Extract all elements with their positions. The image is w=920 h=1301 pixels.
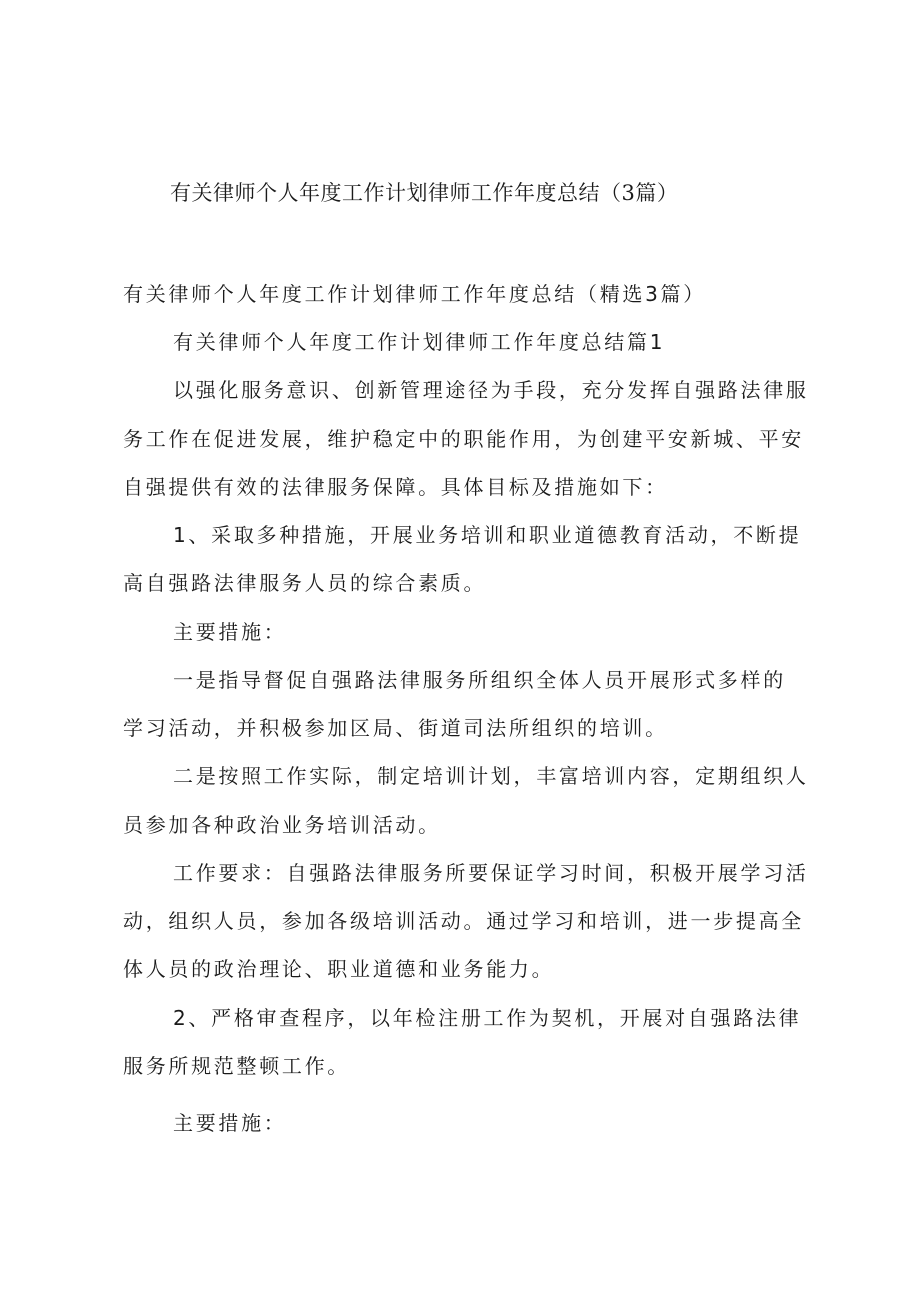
paragraph-line: 主要措施： bbox=[173, 620, 287, 644]
paragraph-line: 务工作在促进发展，维护稳定中的职能作用，为创建平安新城、平安 bbox=[123, 427, 804, 451]
section-heading: 有关律师个人年度工作计划律师工作年度总结篇1 bbox=[173, 330, 666, 354]
document-title: 有关律师个人年度工作计划律师工作年度总结（3篇） bbox=[170, 181, 679, 205]
paragraph-line: 主要措施： bbox=[173, 1111, 287, 1135]
paragraph-line: 学习活动，并积极参加区局、街道司法所组织的培训。 bbox=[123, 716, 668, 740]
paragraph-line: 以强化服务意识、创新管理途径为手段，充分发挥自强路法律服 bbox=[173, 378, 809, 402]
paragraph-line: 自强提供有效的法律服务保障。具体目标及措施如下： bbox=[123, 475, 668, 499]
paragraph-line: 高自强路法律服务人员的综合素质。 bbox=[123, 571, 487, 595]
paragraph-line: 一是指导督促自强路法律服务所组织全体人员开展形式多样的 bbox=[173, 668, 786, 692]
paragraph-line: 2、严格审查程序，以年检注册工作为契机，开展对自强路法律 bbox=[173, 1006, 802, 1030]
paragraph-line: 动，组织人员，参加各级培训活动。通过学习和培训，进一步提高全 bbox=[123, 909, 804, 933]
paragraph-line: 二是按照工作实际，制定培训计划，丰富培训内容，定期组织人 bbox=[173, 764, 809, 788]
paragraph-line: 体人员的政治理论、职业道德和业务能力。 bbox=[123, 957, 555, 981]
document-subtitle: 有关律师个人年度工作计划律师工作年度总结（精选3篇） bbox=[123, 282, 706, 306]
paragraph-line: 服务所规范整顿工作。 bbox=[123, 1054, 350, 1078]
paragraph-line: 工作要求：自强路法律服务所要保证学习时间，积极开展学习活 bbox=[173, 861, 809, 885]
paragraph-line: 员参加各种政治业务培训活动。 bbox=[123, 813, 441, 837]
paragraph-line: 1、采取多种措施，开展业务培训和职业道德教育活动，不断提 bbox=[173, 523, 802, 547]
